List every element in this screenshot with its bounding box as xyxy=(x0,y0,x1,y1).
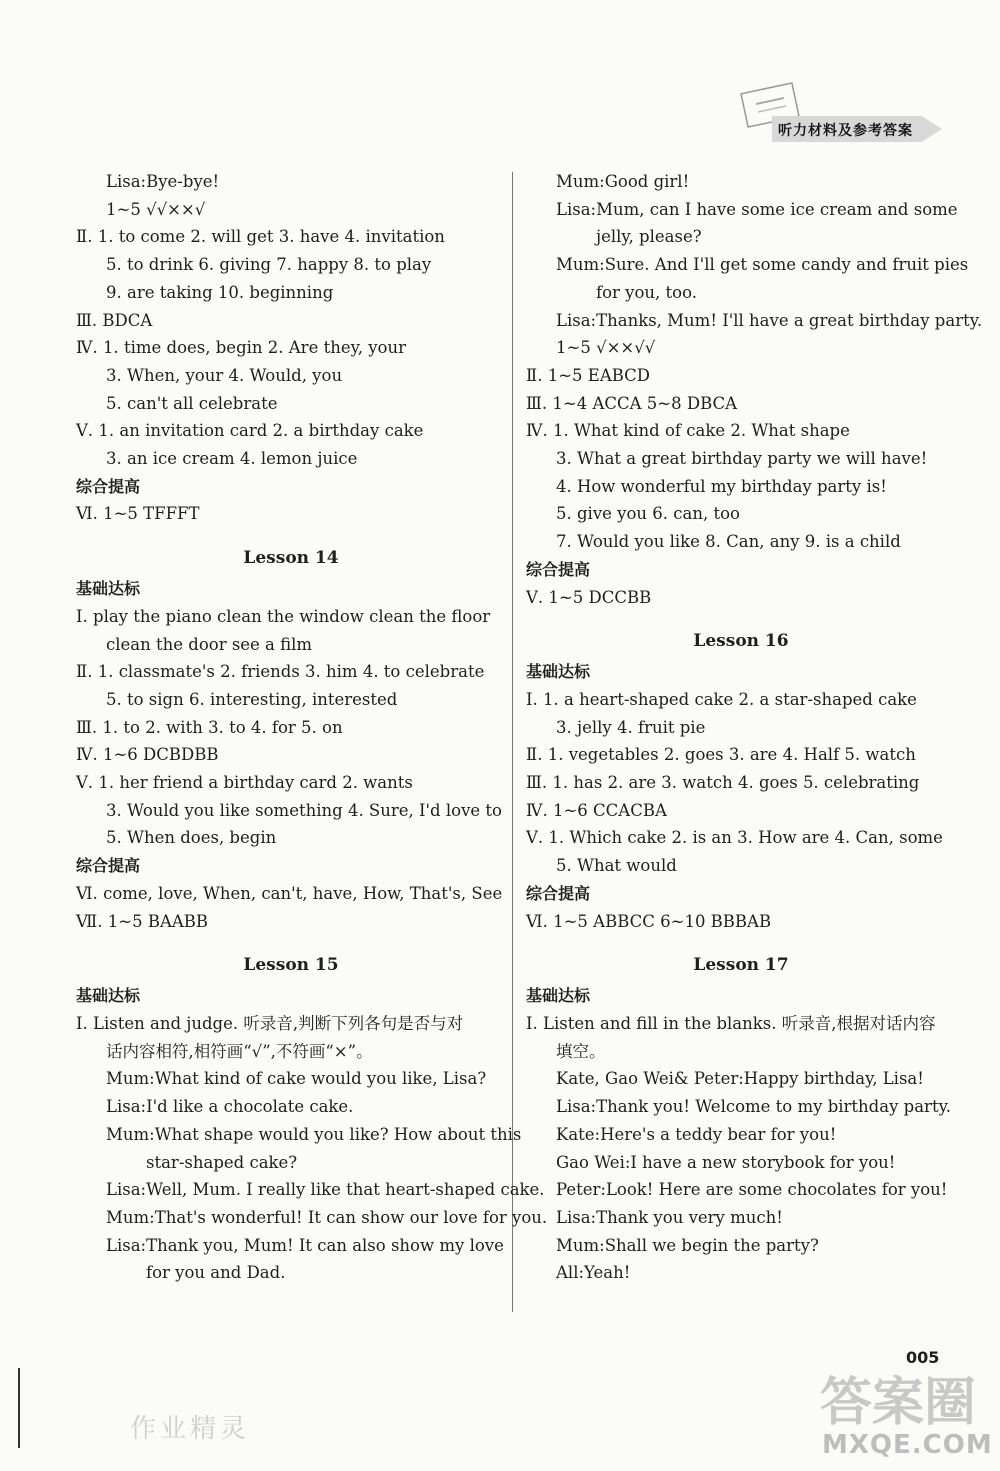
answer-line: Kate, Gao Wei& Peter:Happy birthday, Lisa! xyxy=(556,1069,924,1089)
section-heading: 综合提高 xyxy=(76,476,141,496)
section-heading: 基础达标 xyxy=(76,579,141,599)
answer-line: Lisa:I'd like a chocolate cake. xyxy=(106,1097,354,1117)
answer-line: Ⅱ. 1. to come 2. will get 3. have 4. invitation xyxy=(76,227,445,247)
answer-line: 1~5 √√××√ xyxy=(106,199,206,219)
answer-line: Mum:Shall we begin the party? xyxy=(556,1235,819,1255)
answer-line: All:Yeah! xyxy=(556,1263,631,1283)
answer-line: Ⅲ. 1~4 ACCA 5~8 DBCA xyxy=(526,393,738,413)
answer-line: Ⅱ. 1. classmate's 2. friends 3. him 4. to celebrate xyxy=(76,662,485,682)
right-column xyxy=(526,168,983,1287)
margin-mark xyxy=(18,1368,20,1448)
answer-line: Mum:That's wonderful! It can show our love for you. xyxy=(106,1207,548,1227)
answer-line: for you, too. xyxy=(596,282,697,302)
answer-line: Ⅳ. 1. What kind of cake 2. What shape xyxy=(526,421,850,441)
section-heading: 综合提高 xyxy=(76,856,141,876)
answer-line: Ⅳ. 1~6 CCACBA xyxy=(526,800,667,820)
answer-line: Ⅰ. Listen and fill in the blanks. 听录音,根据对话内容 xyxy=(526,1013,936,1033)
answer-line: clean the door see a film xyxy=(106,634,313,654)
answer-line: 5. give you 6. can, too xyxy=(556,504,740,524)
header-banner-text: 听力材料及参考答案 xyxy=(778,123,913,139)
section-heading: 综合提高 xyxy=(526,883,591,903)
answer-line: Ⅰ. Listen and judge. 听录音,判断下列各句是否与对 xyxy=(76,1013,464,1033)
answer-line: 5. to drink 6. giving 7. happy 8. to play xyxy=(106,255,432,275)
answer-line: Ⅲ. 1. has 2. are 3. watch 4. goes 5. celebrating xyxy=(526,773,920,793)
answer-line: Lisa:Thank you! Welcome to my birthday party. xyxy=(556,1097,951,1117)
answer-line: 5. to sign 6. interesting, interested xyxy=(106,689,398,709)
answer-line: Ⅴ. 1~5 DCCBB xyxy=(526,587,652,607)
answer-line: 3. What a great birthday party we will have! xyxy=(556,449,928,469)
answer-line: 1~5 √××√√ xyxy=(556,338,656,358)
answer-line: 5. can't all celebrate xyxy=(106,393,278,413)
answer-line: Mum:What kind of cake would you like, Lisa? xyxy=(106,1069,487,1089)
answer-line: Lisa:Well, Mum. I really like that heart-shaped cake. xyxy=(106,1180,545,1200)
answer-line: 3. When, your 4. Would, you xyxy=(106,365,343,385)
section-heading: 基础达标 xyxy=(526,986,591,1006)
answer-line: 5. What would xyxy=(556,856,677,876)
answer-line: Lisa:Mum, can I have some ice cream and some xyxy=(556,199,958,219)
answer-line: Ⅲ. 1. to 2. with 3. to 4. for 5. on xyxy=(76,717,343,737)
answer-line: for you and Dad. xyxy=(146,1263,286,1283)
answer-line: Lisa:Thank you very much! xyxy=(556,1207,783,1227)
answer-line: Mum:What shape would you like? How about this xyxy=(106,1124,522,1144)
answer-line: 5. When does, begin xyxy=(106,828,277,848)
footer-faint-text: 作业精灵 xyxy=(130,1414,251,1444)
watermark xyxy=(800,1360,993,1470)
answer-line: Ⅵ. come, love, When, can't, have, How, That's, See xyxy=(76,883,503,903)
watermark-top: 答案圈 xyxy=(820,1373,977,1433)
answer-line: Mum:Sure. And I'll get some candy and fruit pies xyxy=(556,255,969,275)
answer-line: 7. Would you like 8. Can, any 9. is a child xyxy=(556,532,901,552)
answer-line: 9. are taking 10. beginning xyxy=(106,282,334,302)
answer-line: Lisa:Thank you, Mum! It can also show my love xyxy=(106,1235,504,1255)
answer-line: 3. an ice cream 4. lemon juice xyxy=(106,449,358,469)
answer-line: 3. jelly 4. fruit pie xyxy=(556,717,706,737)
lesson-heading: Lesson 15 xyxy=(243,955,339,976)
answer-line: Ⅲ. BDCA xyxy=(76,310,153,330)
answer-line: Ⅰ. play the piano clean the window clean the floor xyxy=(76,606,491,626)
section-heading: 基础达标 xyxy=(526,662,591,682)
answer-line: 填空。 xyxy=(556,1041,606,1061)
answer-line: Ⅵ. 1~5 TFFFT xyxy=(76,504,200,524)
lesson-heading: Lesson 14 xyxy=(243,548,339,569)
answer-line: Ⅱ. 1. vegetables 2. goes 3. are 4. Half 5. watch xyxy=(526,745,916,765)
answer-line: Ⅰ. 1. a heart-shaped cake 2. a star-shaped cake xyxy=(526,689,917,709)
answer-line: Ⅳ. 1. time does, begin 2. Are they, your xyxy=(76,338,406,358)
answer-line: Lisa:Thanks, Mum! I'll have a great birthday party. xyxy=(556,310,983,330)
answer-line: Ⅶ. 1~5 BAABB xyxy=(76,911,209,931)
answer-line: Ⅱ. 1~5 EABCD xyxy=(526,365,651,385)
answer-line: jelly, please? xyxy=(596,227,702,247)
answer-line: 3. Would you like something 4. Sure, I'd love to xyxy=(106,800,502,820)
lesson-heading: Lesson 16 xyxy=(693,631,789,652)
answer-line: star-shaped cake? xyxy=(146,1152,298,1172)
left-column xyxy=(76,168,548,1287)
answer-line: 话内容相符,相符画“√”,不符画“×”。 xyxy=(106,1041,373,1061)
answer-line: Lisa:Bye-bye! xyxy=(106,172,220,191)
answer-line: Ⅴ. 1. an invitation card 2. a birthday cake xyxy=(76,421,424,441)
answer-line: Gao Wei:I have a new storybook for you! xyxy=(556,1152,896,1172)
page-header xyxy=(720,82,952,146)
page-number: 005 xyxy=(906,1348,940,1367)
answer-line: Peter:Look! Here are some chocolates for you! xyxy=(556,1180,948,1200)
answer-line: Ⅵ. 1~5 ABBCC 6~10 BBBAB xyxy=(526,911,772,931)
answer-line: 4. How wonderful my birthday party is! xyxy=(556,476,887,496)
section-heading: 基础达标 xyxy=(76,986,141,1006)
answer-line: Ⅳ. 1~6 DCBDBB xyxy=(76,745,219,765)
watermark-bottom: MXQE.COM xyxy=(822,1430,993,1460)
answer-line: Kate:Here's a teddy bear for you! xyxy=(556,1124,837,1144)
answer-line: Ⅴ. 1. Which cake 2. is an 3. How are 4. Can, some xyxy=(526,828,943,848)
section-heading: 综合提高 xyxy=(526,559,591,579)
answer-line: Ⅴ. 1. her friend a birthday card 2. wants xyxy=(76,773,413,793)
lesson-heading: Lesson 17 xyxy=(693,955,789,976)
answer-line: Mum:Good girl! xyxy=(556,172,690,191)
